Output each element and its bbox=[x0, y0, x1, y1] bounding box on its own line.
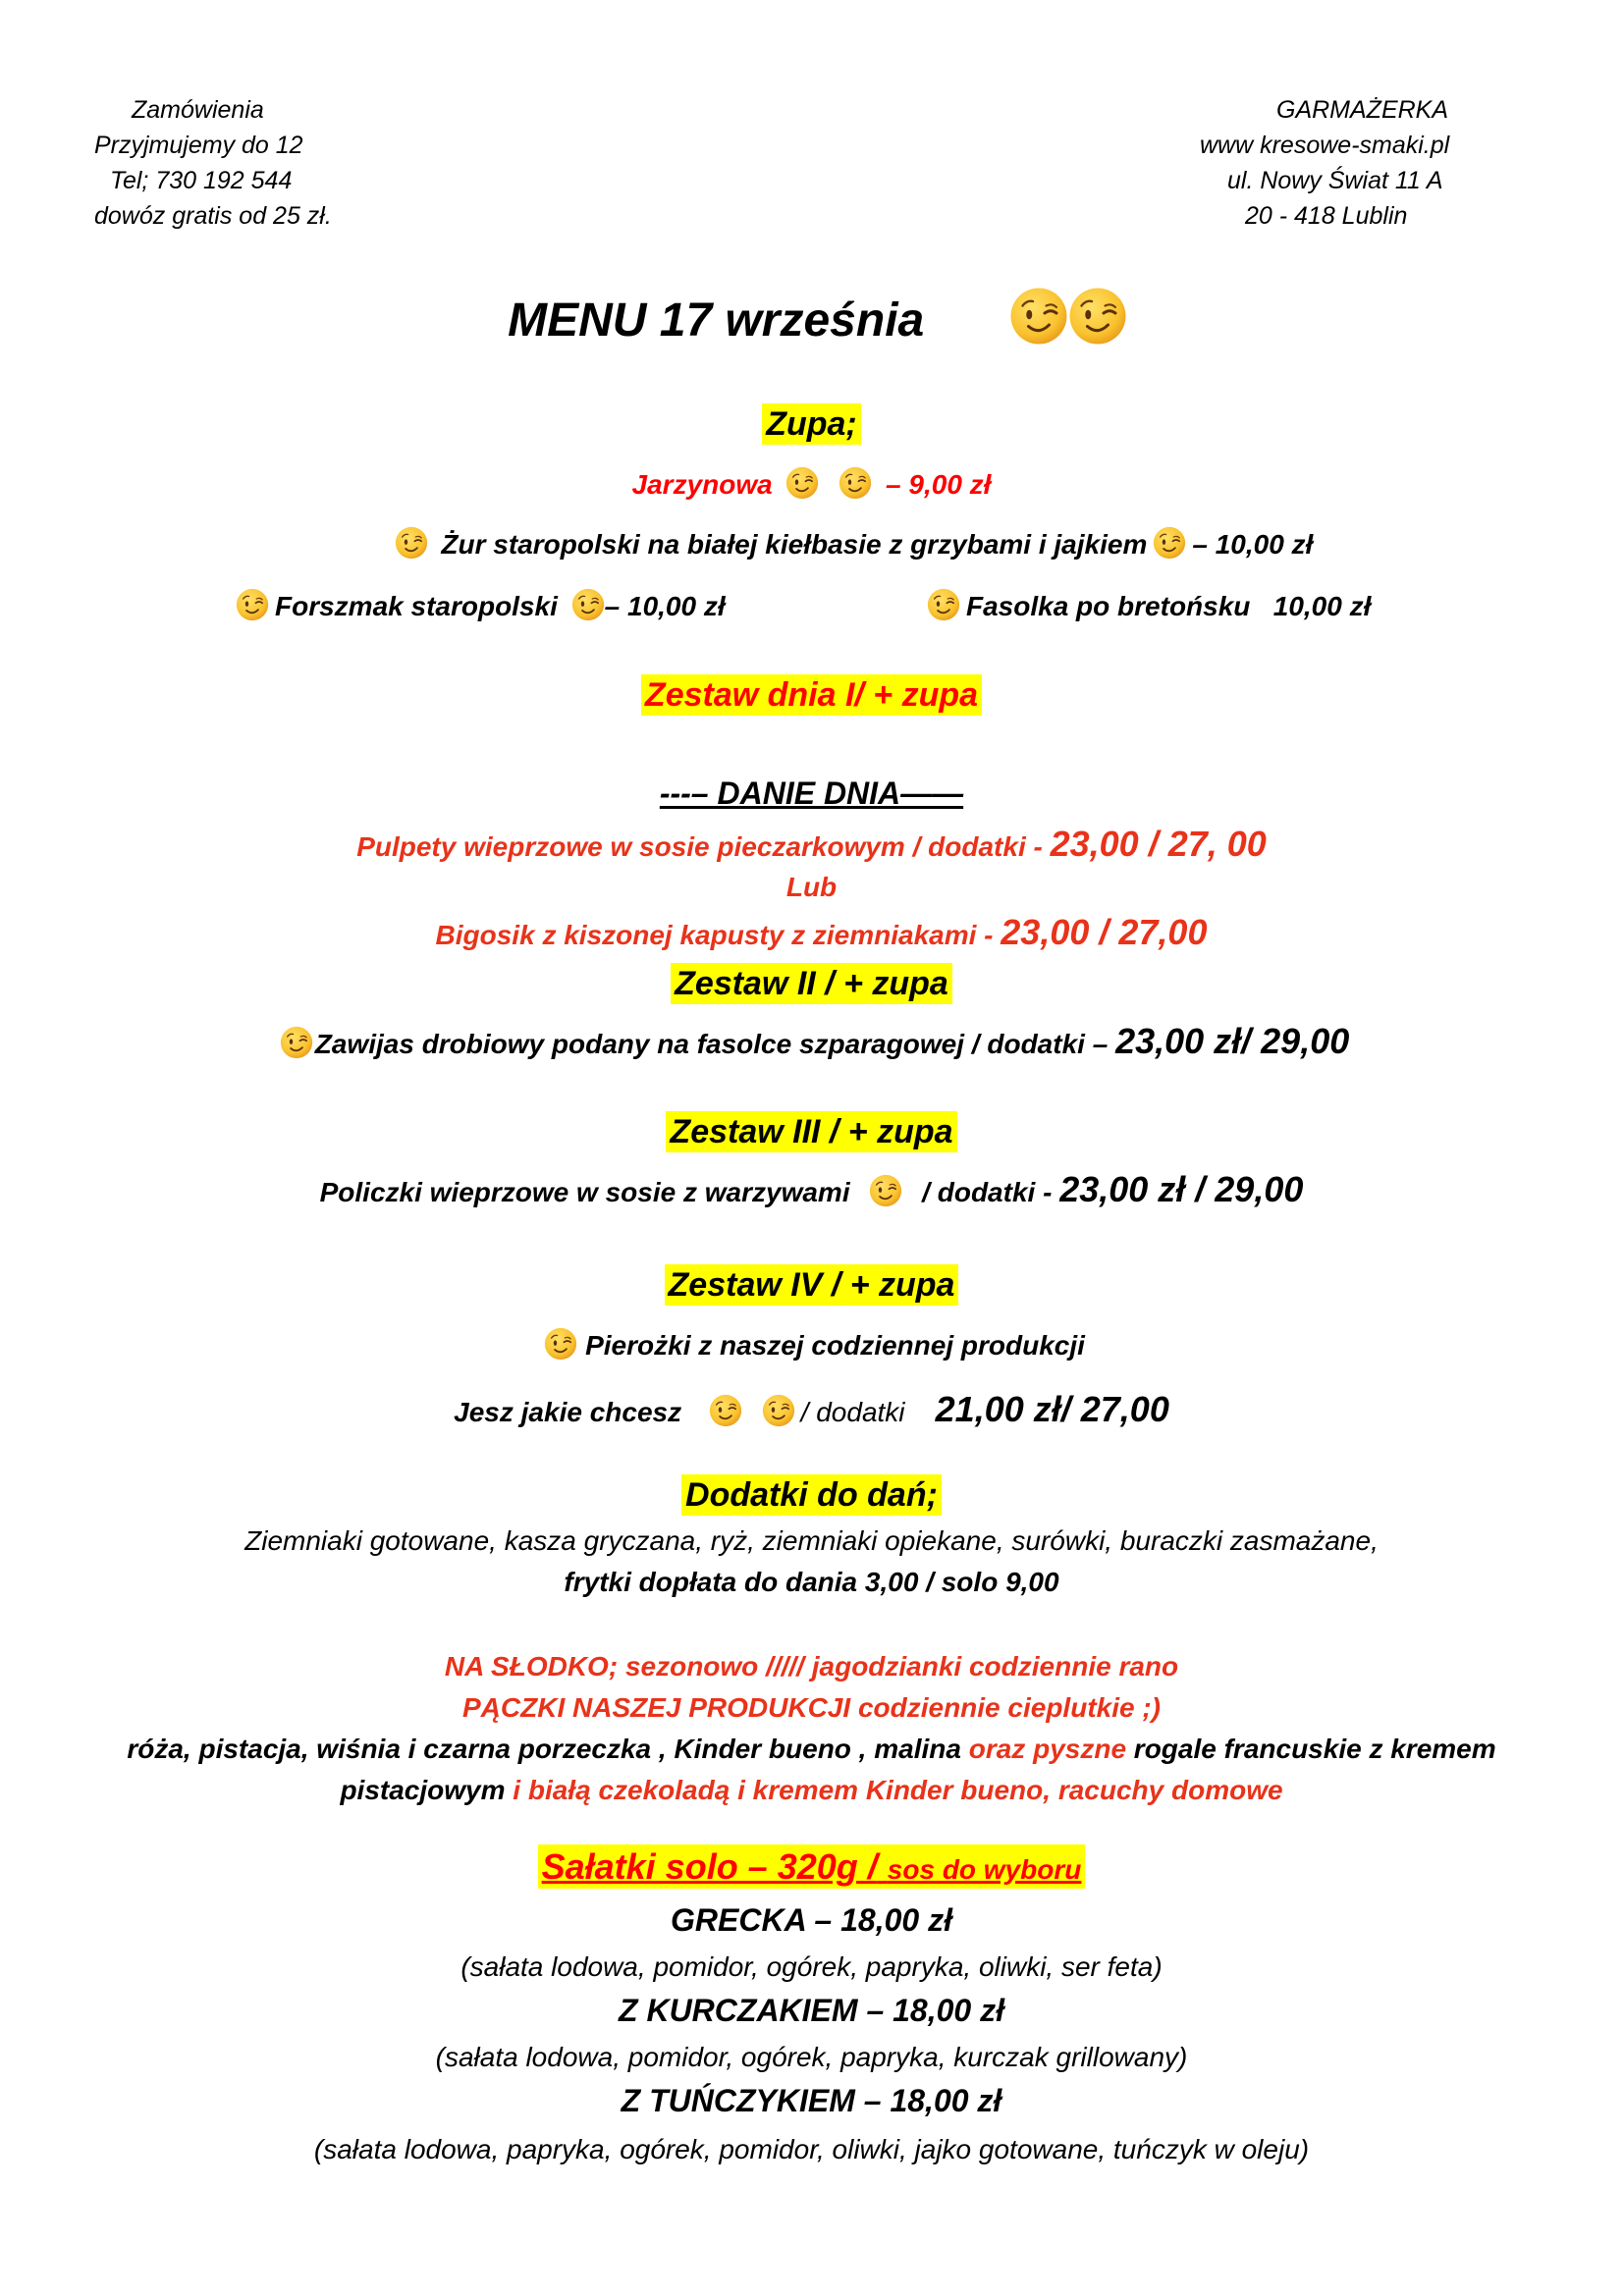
winking-face-icon bbox=[785, 466, 819, 500]
shop-name: GARMAŻERKA bbox=[1276, 96, 1449, 124]
set4-subitem bbox=[0, 1388, 1623, 1434]
sweets-line3-a: róża, pistacja, wiśnia i czarna porzeczka , Kinder bueno , malina bbox=[127, 1734, 961, 1764]
set3-heading-text: Zestaw III / + zupa bbox=[666, 1111, 956, 1152]
sweets-line1-text: NA SŁODKO; sezonowo ///// jagodzianki codziennie rano bbox=[444, 1651, 1179, 1682]
sweets-line4-a: pistacjowym bbox=[340, 1775, 506, 1805]
fries-info bbox=[0, 1563, 1623, 1602]
winking-face-icon bbox=[709, 1394, 742, 1427]
winking-face-icon bbox=[1068, 287, 1127, 346]
soup-price: 10,00 zł bbox=[1272, 591, 1372, 621]
set3-heading bbox=[0, 1109, 1623, 1154]
soup-price: – 10,00 zł bbox=[604, 591, 726, 621]
winking-face-icon bbox=[280, 1026, 313, 1059]
shop-info bbox=[1178, 92, 1532, 234]
dish-price: 23,00 / 27, 00 bbox=[1050, 824, 1267, 864]
orders-label: Zamówienia bbox=[132, 96, 264, 124]
dish-bigosik bbox=[0, 911, 1623, 957]
salads-heading-main-text: Sałatki solo – 320g / bbox=[541, 1846, 878, 1887]
winking-face-icon bbox=[236, 588, 269, 621]
soup-heading bbox=[0, 402, 1623, 446]
soup-price: – 10,00 zł bbox=[1192, 529, 1314, 560]
winking-face-icon bbox=[869, 1174, 902, 1207]
soup-item-fasolka bbox=[927, 587, 1371, 626]
dish-price: 23,00 / 27,00 bbox=[1001, 912, 1208, 952]
phone-number: Tel; 730 192 544 bbox=[110, 167, 293, 194]
soup-item-jarzynowa bbox=[0, 465, 1623, 505]
dish-name: Bigosik z kiszonej kapusty z ziemniakami - bbox=[435, 920, 994, 950]
winking-face-icon bbox=[1009, 287, 1068, 346]
order-info bbox=[94, 92, 418, 234]
sweets-line2 bbox=[0, 1688, 1623, 1728]
dish-name: Zawijas drobiowy podany na fasolce szparagowej / dodatki – bbox=[314, 1029, 1109, 1059]
sweets-line4 bbox=[0, 1771, 1623, 1810]
set2-heading-text: Zestaw II / + zupa bbox=[671, 963, 952, 1004]
delivery-info: dowóz gratis od 25 zł. bbox=[94, 202, 332, 230]
dish-extras: / dodatki - bbox=[922, 1177, 1053, 1207]
sweets-line1 bbox=[0, 1647, 1623, 1686]
soup-item-forszmak bbox=[236, 587, 726, 626]
dish-of-day-heading bbox=[0, 772, 1623, 815]
set4-heading bbox=[0, 1262, 1623, 1308]
dish-extras: / dodatki bbox=[800, 1397, 905, 1427]
salads-heading bbox=[0, 1843, 1623, 1894]
street-address: ul. Nowy Świat 11 A bbox=[1227, 167, 1443, 194]
city-address: 20 - 418 Lublin bbox=[1245, 202, 1408, 230]
salad-item bbox=[0, 2079, 1623, 2122]
website-link[interactable]: www kresowe-smaki.pl bbox=[1200, 132, 1450, 159]
dish-price: 21,00 zł/ 27,00 bbox=[935, 1389, 1169, 1429]
salad-name: Z KURCZAKIEM – 18,00 zł bbox=[619, 1993, 1004, 2028]
sweets-line2-text: PĄCZKI NASZEJ PRODUKCJI codziennie cieplutkie ;) bbox=[462, 1692, 1161, 1723]
dish-price: 23,00 zł / 29,00 bbox=[1059, 1169, 1304, 1209]
set2-item bbox=[0, 1020, 1623, 1066]
winking-face-icon bbox=[571, 588, 605, 621]
sweets-line3 bbox=[0, 1730, 1623, 1769]
salad-desc-text: (sałata lodowa, pomidor, ogórek, papryka, oliwki, ser feta) bbox=[460, 1951, 1163, 1982]
winking-face-icon bbox=[544, 1327, 577, 1361]
sides-heading-text: Dodatki do dań; bbox=[681, 1474, 942, 1516]
set1-heading bbox=[0, 672, 1623, 718]
sweets-line3-b: oraz pyszne bbox=[968, 1734, 1127, 1764]
dish-of-day-text: ---– DANIE DNIA—— bbox=[659, 775, 964, 811]
soup-item-zur bbox=[0, 525, 1623, 564]
winking-face-icon bbox=[762, 1394, 795, 1427]
soup-heading-text: Zupa; bbox=[762, 403, 861, 445]
dish-name: Jesz jakie chcesz bbox=[454, 1397, 682, 1427]
salads-heading-main bbox=[538, 1844, 1086, 1889]
menu-title bbox=[0, 287, 1623, 350]
salad-desc bbox=[0, 2130, 1623, 2169]
sides-heading bbox=[0, 1472, 1623, 1518]
sweets-line3-c: rogale francuskie z kremem bbox=[1133, 1734, 1496, 1764]
salad-desc bbox=[0, 1948, 1623, 1987]
salad-desc bbox=[0, 2038, 1623, 2077]
dish-name: Policzki wieprzowe w sosie z warzywami bbox=[319, 1177, 850, 1207]
salad-name: GRECKA – 18,00 zł bbox=[671, 1902, 952, 1938]
winking-face-icon bbox=[839, 466, 872, 500]
or-label bbox=[0, 868, 1623, 907]
set2-heading bbox=[0, 961, 1623, 1006]
set3-item bbox=[0, 1168, 1623, 1214]
set4-item bbox=[0, 1325, 1623, 1366]
dish-pulpety bbox=[0, 823, 1623, 869]
winking-face-icon bbox=[1153, 526, 1186, 560]
winking-face-icon bbox=[927, 588, 960, 621]
soup-name: Fasolka po bretońsku bbox=[966, 591, 1251, 621]
dish-name: Pulpety wieprzowe w sosie pieczarkowym / dodatki - bbox=[356, 831, 1043, 862]
orders-hours: Przyjmujemy do 12 bbox=[94, 132, 303, 159]
dish-price: 23,00 zł/ 29,00 bbox=[1115, 1021, 1350, 1061]
salad-name: Z TUŃCZYKIEM – 18,00 zł bbox=[621, 2083, 1002, 2118]
soup-name: Forszmak staropolski bbox=[275, 591, 558, 621]
soup-price: – 9,00 zł bbox=[886, 469, 992, 500]
set1-heading-text: Zestaw dnia I/ + zupa bbox=[641, 674, 982, 716]
salad-item bbox=[0, 1989, 1623, 2032]
salad-desc-text: (sałata lodowa, pomidor, ogórek, papryka, kurczak grillowany) bbox=[435, 2042, 1188, 2072]
set4-heading-text: Zestaw IV / + zupa bbox=[665, 1264, 959, 1306]
soup-name: Jarzynowa bbox=[631, 469, 773, 500]
salad-item bbox=[0, 1898, 1623, 1942]
or-text: Lub bbox=[785, 872, 838, 902]
salads-heading-sub: sos do wyboru bbox=[887, 1854, 1082, 1885]
sweets-line4-b: i białą czekoladą i kremem Kinder bueno, racuchy domowe bbox=[513, 1775, 1283, 1805]
sides-list bbox=[0, 1522, 1623, 1561]
winking-face-icon bbox=[395, 526, 428, 560]
soup-name: Żur staropolski na białej kiełbasie z grzybami i jajkiem bbox=[441, 529, 1148, 560]
salad-desc-text: (sałata lodowa, papryka, ogórek, pomidor, oliwki, jajko gotowane, tuńczyk w oleju) bbox=[313, 2134, 1310, 2164]
menu-title-text: MENU 17 września bbox=[508, 294, 925, 347]
sides-list-text: Ziemniaki gotowane, kasza gryczana, ryż, ziemniaki opiekane, surówki, buraczki zasmażane, bbox=[244, 1525, 1379, 1556]
fries-info-text: frytki dopłata do dania 3,00 / solo 9,00 bbox=[564, 1567, 1059, 1597]
dish-name: Pierożki z naszej codziennej produkcji bbox=[585, 1330, 1085, 1361]
